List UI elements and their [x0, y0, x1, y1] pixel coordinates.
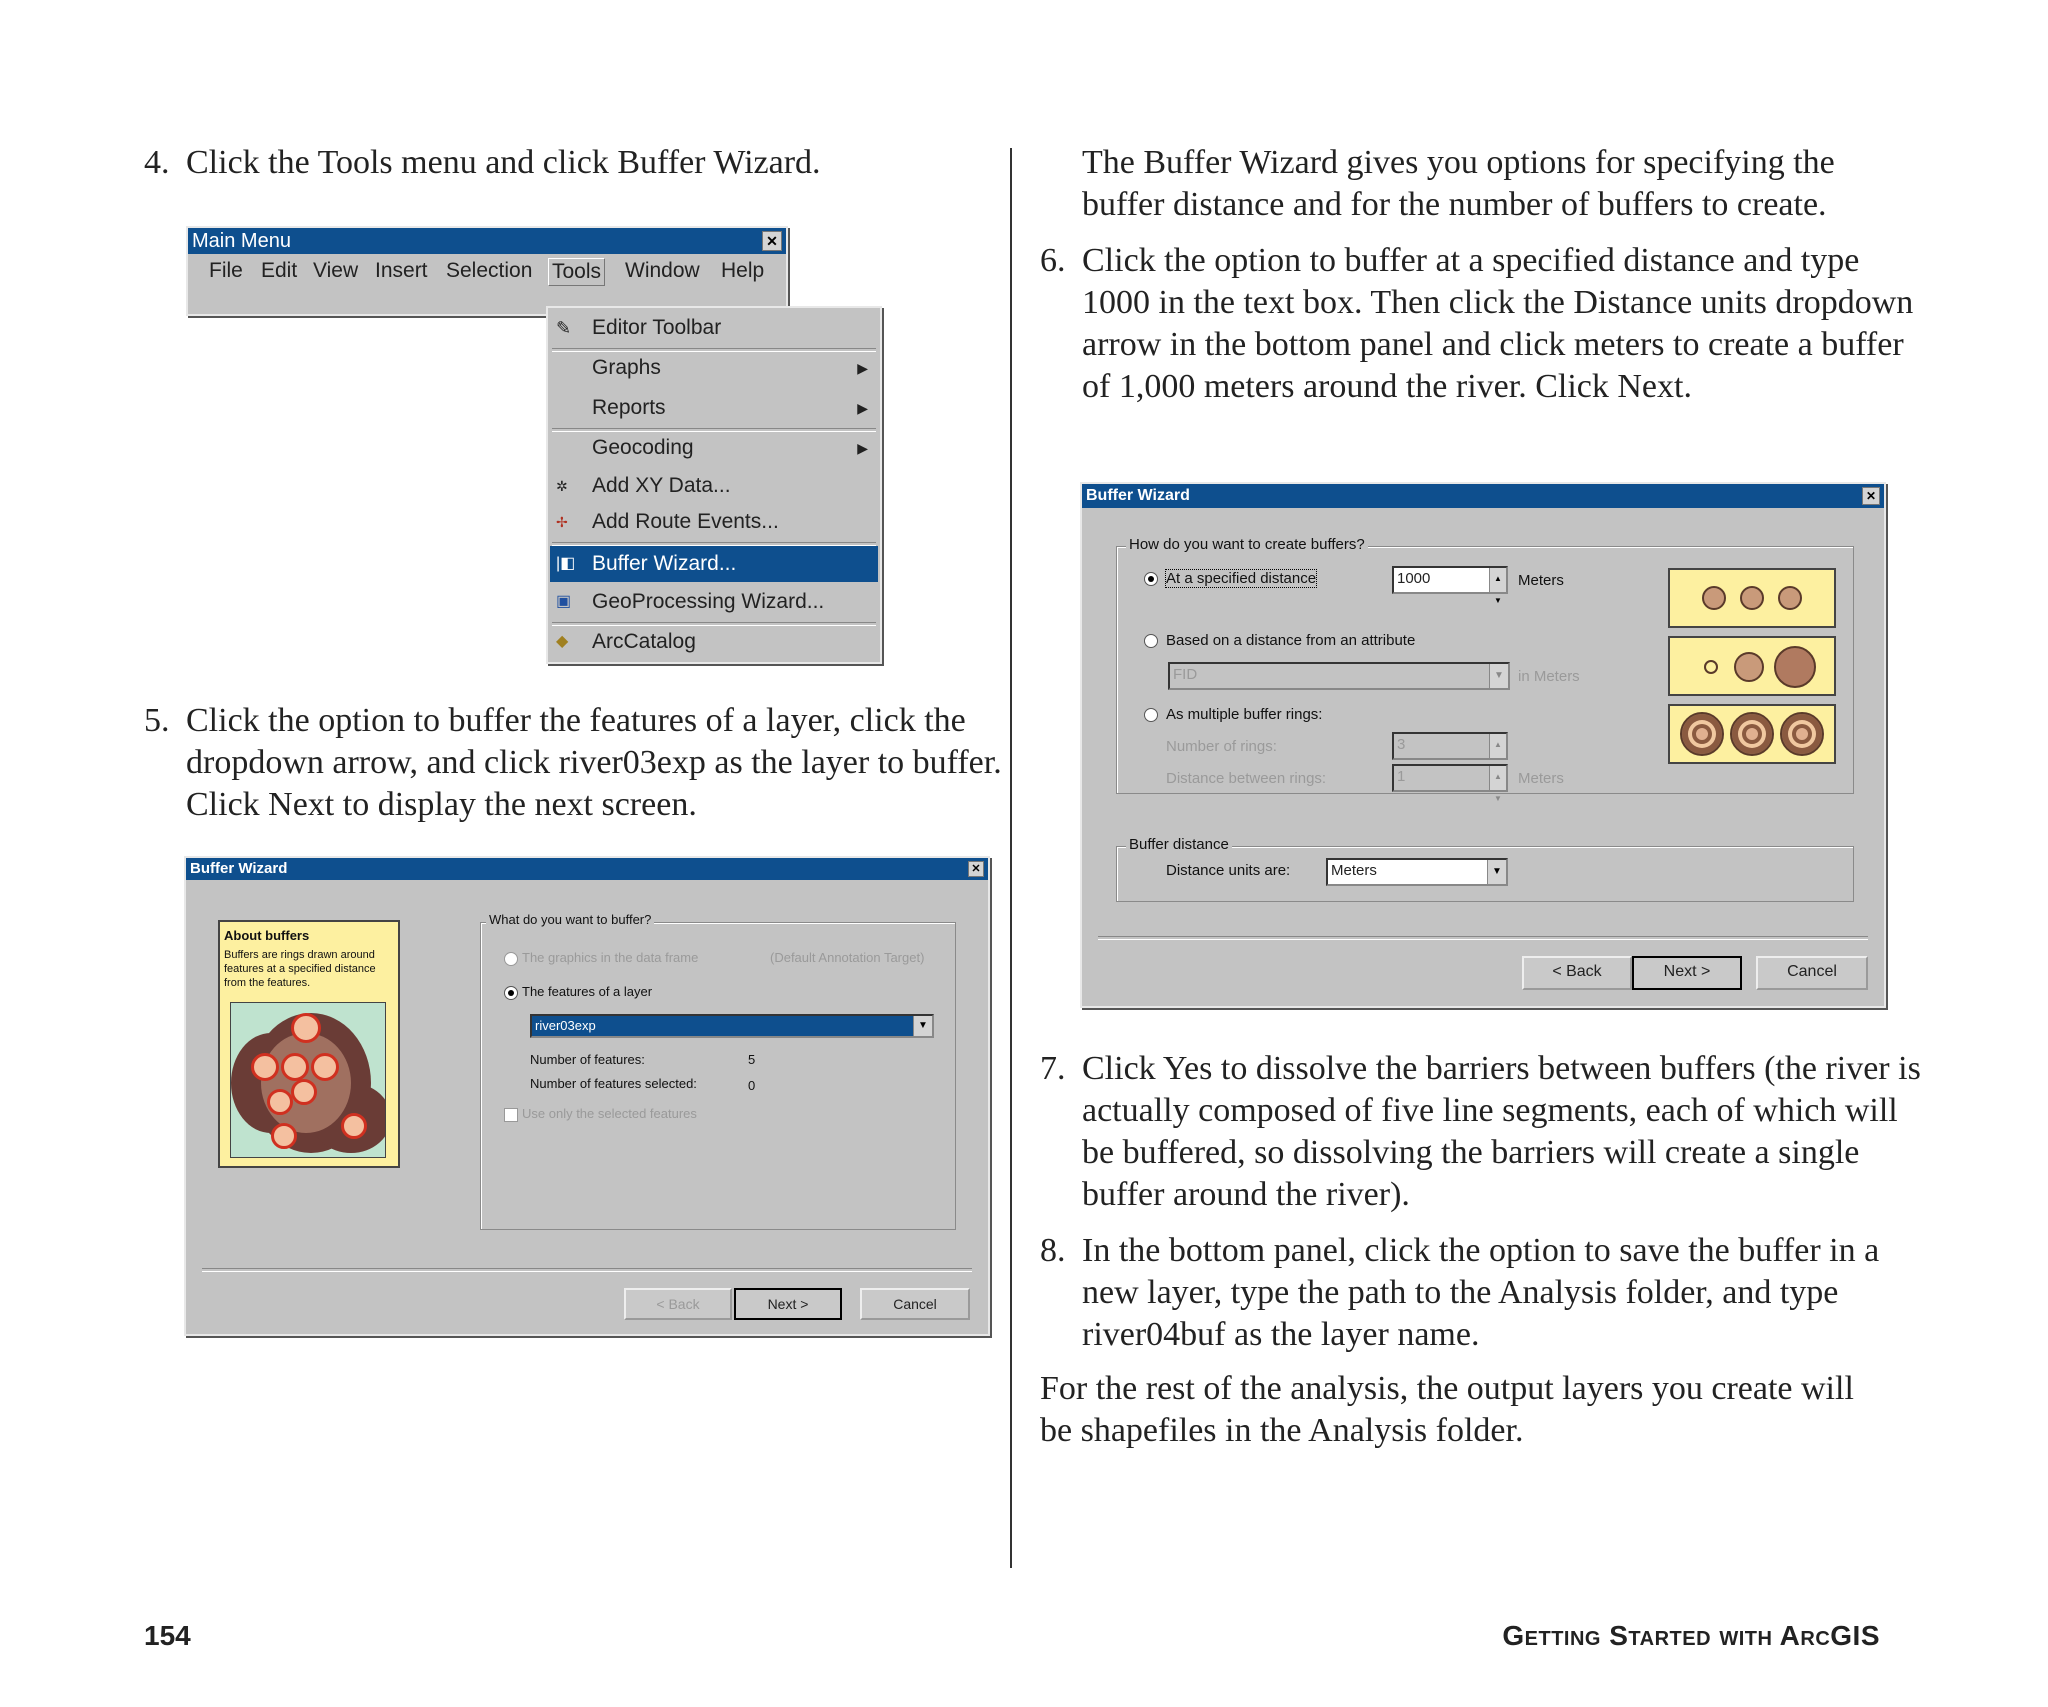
buffer-icon: |◧	[556, 555, 576, 572]
xy-icon: ✲	[556, 478, 568, 494]
next-button[interactable]: Next >	[734, 1288, 842, 1320]
cancel-button[interactable]: Cancel	[860, 1288, 970, 1320]
group-label: Buffer distance	[1126, 836, 1232, 853]
outro-paragraph: For the rest of the analysis, the output layers you create will be shapefiles in the Analysis folder.	[1040, 1370, 1854, 1449]
step-text: Click the option to buffer at a specified distance and type 1000 in the text box. Then click the Distance units dropdown arrow in the bottom panel and click meters to create a buffer of 1,000 meters around the river. Click Next.	[1082, 242, 1914, 405]
menu-selection[interactable]: Selection	[446, 259, 533, 282]
num-features-label: Number of features:	[530, 1052, 645, 1067]
menu-item-editor-toolbar[interactable]	[550, 310, 878, 346]
back-button[interactable]: < Back	[624, 1288, 732, 1320]
units-label: Distance units are:	[1166, 862, 1291, 879]
radio-attribute-distance[interactable]	[1144, 634, 1158, 648]
menu-item-label: Reports	[592, 396, 666, 419]
between-value: 1	[1397, 768, 1406, 785]
menu-item-geoprocessing-wizard[interactable]	[550, 584, 878, 620]
geoprocessing-icon: ▣	[556, 593, 572, 610]
menu-item-label: Add XY Data...	[592, 474, 731, 497]
radio-specified-distance[interactable]	[1144, 572, 1158, 586]
menu-insert[interactable]: Insert	[375, 259, 428, 282]
radio-multiple-rings[interactable]	[1144, 708, 1158, 722]
attribute-unit: in Meters	[1518, 668, 1580, 685]
menu-item-label: GeoProcessing Wizard...	[592, 590, 825, 613]
step-number: 8.	[1040, 1232, 1066, 1269]
dialog-title: Buffer Wizard	[1086, 487, 1190, 504]
submenu-arrow-icon: ▶	[857, 360, 868, 376]
group-label: How do you want to create buffers?	[1126, 536, 1368, 553]
submenu-arrow-icon: ▶	[857, 400, 868, 416]
num-selected-label: Number of features selected:	[530, 1076, 697, 1091]
main-menu-titlebar	[188, 228, 786, 254]
sample-distance-picture	[1668, 568, 1836, 628]
radio-graphics-note: (Default Annotation Target)	[770, 950, 925, 965]
menu-tools[interactable]: Tools	[548, 258, 605, 286]
step-number: 4.	[144, 144, 170, 181]
dialog-title: Buffer Wizard	[190, 860, 288, 877]
running-footer-title: Getting Started with ArcGIS	[1502, 1620, 1880, 1651]
menu-item-label: Add Route Events...	[592, 510, 779, 533]
radio-features[interactable]	[504, 986, 518, 1000]
buffer-illustration	[230, 1002, 386, 1158]
menu-item-buffer-wizard[interactable]	[550, 546, 878, 582]
use-selected-label: Use only the selected features	[522, 1106, 697, 1121]
layer-dropdown[interactable]	[530, 1014, 934, 1038]
radio-specified-distance-label: At a specified distance	[1166, 570, 1317, 587]
chevron-down-icon[interactable]: ▼	[913, 1016, 932, 1036]
between-unit: Meters	[1518, 770, 1564, 787]
menu-item-graphs[interactable]	[550, 350, 878, 386]
menu-edit[interactable]: Edit	[261, 259, 298, 282]
menu-help[interactable]: Help	[721, 259, 765, 282]
dialog-titlebar	[1082, 484, 1884, 508]
buffer-wizard-dialog-2	[1080, 482, 1886, 1008]
step-text: Click Yes to dissolve the barriers between buffers (the river is actually composed of five line segments, each of which will be buffered, so dissolving the barriers will create a single buffer around the river).	[1082, 1050, 1921, 1213]
units-dropdown[interactable]	[1326, 858, 1508, 886]
menu-item-label: Editor Toolbar	[592, 316, 722, 339]
num-selected-value: 0	[748, 1078, 756, 1093]
menu-item-label: Geocoding	[592, 436, 694, 459]
chevron-down-icon[interactable]: ▼	[1487, 860, 1506, 884]
submenu-arrow-icon: ▶	[857, 440, 868, 456]
distance-unit: Meters	[1518, 572, 1564, 589]
step-text: Click the option to buffer the features of a layer, click the dropdown arrow, and click river03exp as the layer to buffer. Click Next to display the next screen.	[186, 702, 1002, 823]
layer-value: river03exp	[535, 1018, 596, 1033]
close-icon[interactable]: ✕	[762, 231, 782, 251]
back-button[interactable]: < Back	[1522, 956, 1632, 990]
window-title: Main Menu	[192, 230, 291, 252]
cancel-button[interactable]: Cancel	[1756, 956, 1868, 990]
pencil-icon: ✎	[556, 318, 572, 338]
step-text: Click the Tools menu and click Buffer Wizard.	[186, 144, 821, 181]
group-label: What do you want to buffer?	[486, 912, 654, 927]
menu-item-label: Graphs	[592, 356, 661, 379]
rings-value: 3	[1397, 736, 1406, 753]
menu-item-label: ArcCatalog	[592, 630, 696, 653]
spinner-icon[interactable]: ▲ ▼	[1489, 568, 1506, 592]
menu-item-add-route-events[interactable]	[550, 504, 878, 540]
close-icon[interactable]: ✕	[968, 861, 984, 877]
page-number: 154	[144, 1620, 191, 1651]
menu-file[interactable]: File	[209, 259, 243, 282]
num-features-value: 5	[748, 1052, 756, 1067]
menubar	[188, 254, 786, 288]
spinner-icon[interactable]: ▲ ▼	[1489, 766, 1506, 790]
main-menu-window	[186, 226, 788, 316]
dialog-titlebar	[186, 858, 988, 880]
menu-window[interactable]: Window	[625, 259, 700, 282]
sample-rings-picture	[1668, 704, 1836, 764]
units-value: Meters	[1331, 862, 1377, 879]
menu-item-reports[interactable]	[550, 390, 878, 426]
menu-item-geocoding[interactable]	[550, 430, 878, 466]
close-icon[interactable]: ✕	[1862, 487, 1880, 505]
use-selected-checkbox[interactable]	[504, 1108, 518, 1122]
step-text: In the bottom panel, click the option to save the buffer in a new layer, type the path to the Analysis folder, and type river04buf as the layer name.	[1082, 1232, 1880, 1353]
between-input[interactable]	[1392, 764, 1508, 803]
radio-attribute-label: Based on a distance from an attribute	[1166, 632, 1416, 649]
radio-features-label: The features of a layer	[522, 984, 653, 999]
rings-input[interactable]	[1392, 732, 1508, 760]
radio-graphics[interactable]	[504, 952, 518, 966]
attribute-value: FID	[1173, 666, 1198, 683]
arccatalog-icon: ◆	[556, 633, 569, 650]
step-number: 6.	[1040, 242, 1066, 279]
menu-item-label: Buffer Wizard...	[592, 552, 737, 575]
spinner-icon[interactable]: ▲	[1489, 734, 1506, 758]
attribute-dropdown[interactable]	[1168, 662, 1510, 690]
distance-input[interactable]	[1392, 566, 1508, 605]
about-buffers-panel	[218, 920, 400, 1168]
radio-rings-label: As multiple buffer rings:	[1166, 706, 1323, 723]
between-label: Distance between rings:	[1166, 770, 1327, 787]
about-text: Buffers are rings drawn around features at a specified distance from the features.	[224, 949, 376, 989]
next-button[interactable]: Next >	[1632, 956, 1742, 990]
menu-item-add-xy-data[interactable]	[550, 468, 878, 504]
dialog-separator	[202, 1268, 972, 1272]
menu-item-arccatalog[interactable]	[550, 624, 878, 660]
step-number: 7.	[1040, 1050, 1066, 1087]
column-divider	[1010, 148, 1012, 1568]
sample-attribute-picture	[1668, 636, 1836, 696]
intro-paragraph: The Buffer Wizard gives you options for specifying the buffer distance and for the number of buffers to create.	[1082, 144, 1835, 223]
step-number: 5.	[144, 702, 170, 739]
tools-dropdown	[546, 306, 882, 664]
buffer-wizard-dialog-1	[184, 856, 990, 1336]
about-title: About buffers	[224, 928, 310, 943]
dialog-separator	[1098, 936, 1868, 940]
chevron-down-icon[interactable]: ▼	[1489, 664, 1508, 688]
distance-value: 1000	[1397, 570, 1431, 587]
radio-graphics-label: The graphics in the data frame	[522, 950, 699, 965]
rings-label: Number of rings:	[1166, 738, 1277, 755]
menu-view[interactable]: View	[313, 259, 359, 282]
route-icon: ✢	[556, 514, 568, 530]
